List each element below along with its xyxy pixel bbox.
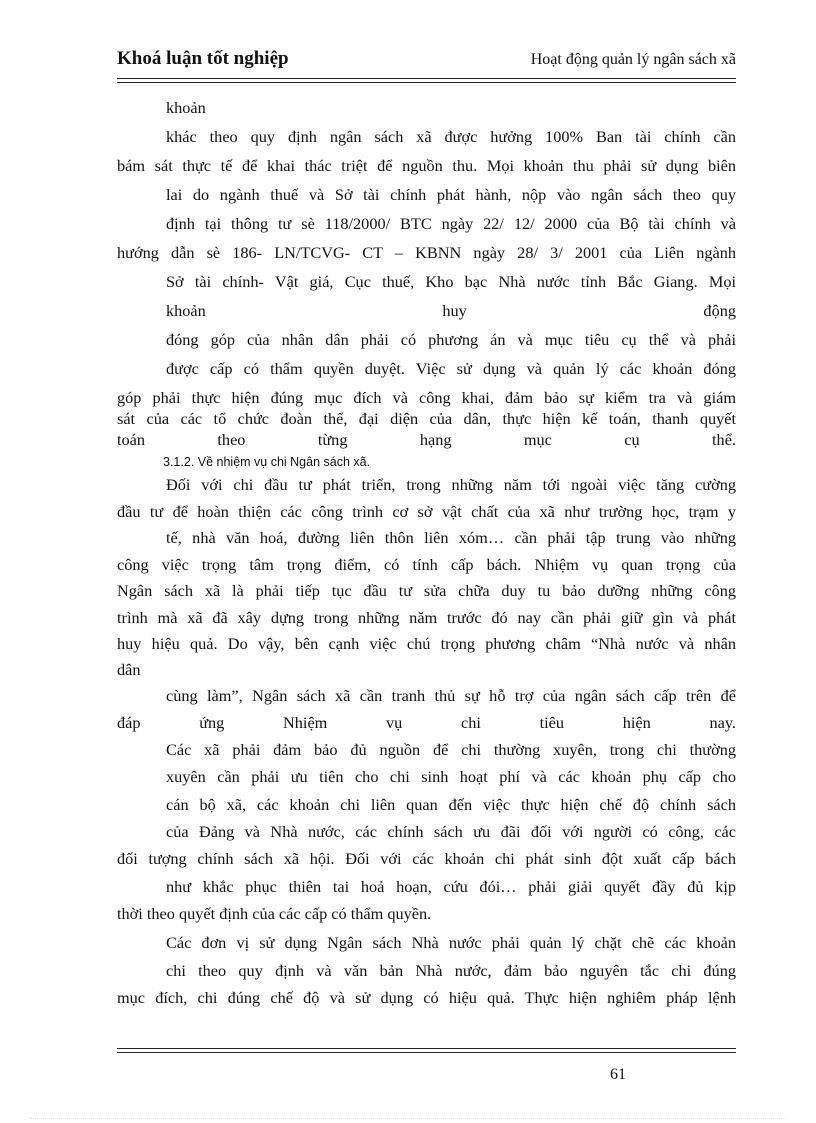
text-line: mục đích, chi đúng chế độ và sử dụng có hiệu quả. Thực hiện nghiêm pháp lệnh bbox=[117, 988, 736, 1007]
text-line: Sở tài chính- Vật giá, Cục thuế, Kho bạc Nhà nước tỉnh Bắc Giang. Mọi bbox=[166, 272, 736, 291]
text-line: tế, nhà văn hoá, đường liên thôn liên xóm… cần phải tập trung vào những bbox=[166, 528, 736, 547]
text-line: của Đảng và Nhà nước, các chính sách ưu đãi đối với người có công, các bbox=[166, 822, 736, 841]
text-line: đóng góp của nhân dân phải có phương án và mục tiêu cụ thể và phải bbox=[166, 330, 736, 349]
text-line: lai do ngành thuế và Sở tài chính phát hành, nộp vào ngân sách theo quy bbox=[166, 185, 736, 204]
text-line: toán theo từng hạng mục cụ thể. bbox=[117, 430, 736, 449]
text-line: cán bộ xã, các khoản chi liên quan đến việc thực hiện chế độ chính sách bbox=[166, 795, 736, 814]
header-rule bbox=[117, 78, 736, 83]
page-number: 61 bbox=[610, 1066, 626, 1083]
text-line: Các đơn vị sử dụng Ngân sách Nhà nước phải quản lý chặt chẽ các khoản bbox=[166, 933, 736, 952]
text-line: khác theo quy định ngân sách xã được hưởng 100% Ban tài chính cần bbox=[166, 127, 736, 146]
text-line: hướng dẫn sè 186- LN/TCVG- CT – KBNN ngày 28/ 3/ 2001 của Liên ngành bbox=[117, 243, 736, 262]
text-line: trình mà xã đã xây dựng trong những năm trước đó nay cần phải giữ gìn và phát bbox=[117, 608, 736, 627]
text-line: dân bbox=[117, 660, 141, 679]
chapter-title: Hoạt động quản lý ngân sách xã bbox=[530, 51, 736, 68]
footer-rule bbox=[117, 1048, 736, 1053]
text-line: Đối với chi đầu tư phát triển, trong những năm tới ngoài việc tăng cường bbox=[166, 475, 736, 494]
text-line: góp phải thực hiện đúng mục đích và công khai, đảm bảo sự kiểm tra và giám bbox=[117, 388, 736, 407]
text-line: xuyên cần phải ưu tiên cho chi sinh hoạt phí và các khoản phụ cấp cho bbox=[166, 767, 736, 786]
text-line: công việc trọng tâm trọng điểm, có tính cấp bách. Nhiệm vụ quan trọng của bbox=[117, 555, 736, 574]
text-line: Ngân sách xã là phải tiếp tục đầu tư sửa chữa duy tu bảo dưỡng những công bbox=[117, 581, 736, 600]
text-line: Các xã phải đảm bảo đủ nguồn để chi thường xuyên, trong chi thường bbox=[166, 740, 736, 759]
page-edge-divider bbox=[30, 1118, 786, 1119]
text-line: sát của các tổ chức đoàn thể, đại diện của dân, thực hiện kế toán, thanh quyết bbox=[117, 409, 736, 428]
text-line: bám sát thực tế để khai thác triệt để nguồn thu. Mọi khoản thu phải sử dụng biên bbox=[117, 156, 736, 175]
text-line: như khắc phục thiên tai hoả hoạn, cứu đói… phải giải quyết đầy đủ kịp bbox=[166, 877, 736, 896]
text-line: đối tượng chính sách xã hội. Đối với các khoản chi phát sinh đột xuất cấp bách bbox=[117, 849, 736, 868]
text-line: chi theo quy định và văn bản Nhà nước, đảm bảo nguyên tắc chi đúng bbox=[166, 961, 736, 980]
text-line: được cấp có thẩm quyền duyệt. Việc sử dụng và quản lý các khoản đóng bbox=[166, 359, 736, 378]
text-line: đáp ứng Nhiệm vụ chi tiêu hiện nay. bbox=[117, 713, 736, 732]
text-line: cùng làm”, Ngân sách xã cần tranh thủ sự hỗ trợ của ngân sách cấp trên để bbox=[166, 686, 736, 705]
text-line: thời theo quyết định của các cấp có thẩm quyền. bbox=[117, 904, 432, 923]
text-line: khoản huy động bbox=[166, 301, 736, 320]
text-line: đầu tư để hoàn thiện các công trình cơ sở vật chất của xã như trường học, trạm y bbox=[117, 502, 736, 521]
page-header bbox=[117, 46, 736, 80]
section-heading: 3.1.2. Về nhiệm vụ chi Ngân sách xã. bbox=[163, 455, 371, 469]
text-line: khoản bbox=[166, 98, 206, 117]
text-line: huy hiệu quả. Do vậy, bên cạnh việc chú trọng phương châm “Nhà nước và nhân bbox=[117, 634, 736, 653]
thesis-title: Khoá luận tốt nghiệp bbox=[117, 48, 289, 69]
text-line: định tại thông tư sè 118/2000/ BTC ngày 22/ 12/ 2000 của Bộ tài chính và bbox=[166, 214, 736, 233]
